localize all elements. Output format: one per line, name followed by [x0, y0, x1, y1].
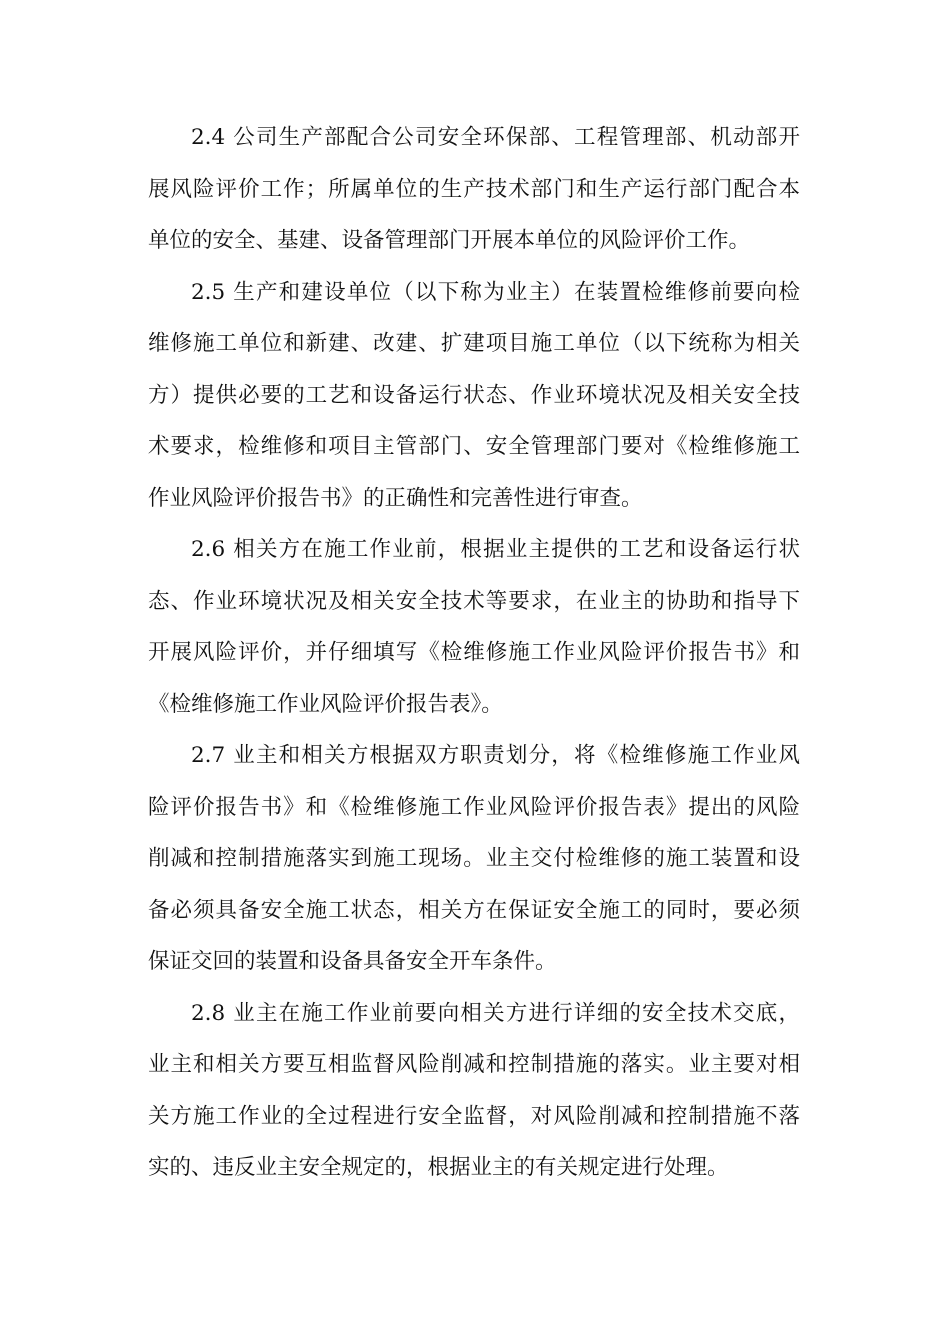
text-line: 保证交回的装置和设备具备安全开车条件。	[148, 949, 557, 974]
paragraph-2-7	[148, 730, 800, 988]
text-line: 2.6 相关方在施工作业前，根据业主提供的工艺和设备运行状	[191, 537, 800, 562]
document-body	[148, 112, 800, 1194]
text-line: 开展风险评价，并仔细填写《检维修施工作业风险评价报告书》和	[148, 640, 800, 665]
text-line: 实的、违反业主安全规定的，根据业主的有关规定进行处理。	[148, 1155, 729, 1180]
text-line: 维修施工单位和新建、改建、扩建项目施工单位（以下统称为相关	[148, 331, 800, 356]
text-line: 2.7 业主和相关方根据双方职责划分，将《检维修施工作业风	[191, 743, 800, 768]
paragraph-2-5	[148, 267, 800, 525]
paragraph-2-6	[148, 524, 800, 730]
text-line: 态、作业环境状况及相关安全技术等要求，在业主的协助和指导下	[148, 588, 800, 614]
text-line: 《检维修施工作业风险评价报告表》。	[148, 691, 503, 717]
text-line: 展风险评价工作；所属单位的生产技术部门和生产运行部门配合本	[148, 176, 800, 202]
text-line: 关方施工作业的全过程进行安全监督，对风险削减和控制措施不落	[148, 1103, 800, 1129]
text-line: 险评价报告书》和《检维修施工作业风险评价报告表》提出的风险	[148, 794, 800, 820]
text-line: 备必须具备安全施工状态，相关方在保证安全施工的同时，要必须	[148, 897, 800, 923]
text-line: 作业风险评价报告书》的正确性和完善性进行审查。	[148, 485, 643, 511]
text-line: 2.8 业主在施工作业前要向相关方进行详细的安全技术交底，	[191, 1000, 800, 1026]
text-line: 削减和控制措施落实到施工现场。业主交付检维修的施工装置和设	[148, 846, 800, 871]
text-line: 单位的安全、基建、设备管理部门开展本单位的风险评价工作。	[148, 228, 751, 253]
text-line: 术要求，检维修和项目主管部门、安全管理部门要对《检维修施工	[148, 434, 800, 459]
text-line: 2.5 生产和建设单位（以下称为业主）在装置检维修前要向检	[191, 279, 800, 305]
paragraph-2-4	[148, 112, 800, 267]
text-line: 2.4 公司生产部配合公司安全环保部、工程管理部、机动部开	[191, 125, 800, 150]
paragraph-2-8	[148, 988, 800, 1194]
text-line: 方）提供必要的工艺和设备运行状态、作业环境状况及相关安全技	[148, 382, 800, 408]
text-line: 业主和相关方要互相监督风险削减和控制措施的落实。业主要对相	[148, 1052, 800, 1077]
